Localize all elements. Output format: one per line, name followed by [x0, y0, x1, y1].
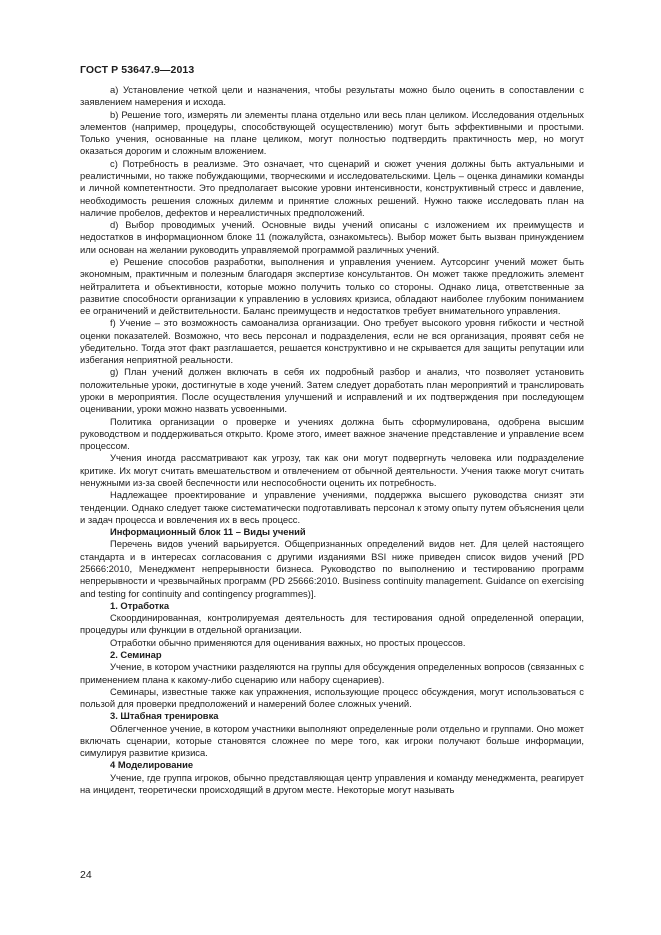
paragraph: Облегченное учение, в котором участники выполняют определенные роли отдельно и группами. Оно может включать сценарии, которые становятся сложнее по мере того, как игроки получают больше информации, симулируя развитие кризиса. — [80, 722, 584, 759]
paragraph: Отработки обычно применяются для оценивания важных, но простых процессов. — [110, 636, 466, 648]
section-heading: 1. Отработка — [110, 599, 170, 611]
paragraph: b) Решение того, измерять ли элементы плана отдельно или весь план целиком. Исследования отдельных элементов (например, процедуры, способствующей осуществлению) могут быть эффективными и простыми. Только учения, основанные на плане целиком, могут полностью подтвердить практичность мер, но могут оказаться дорогим и сложным вложением. — [80, 108, 584, 157]
paragraph: f) Учение – это возможность самоанализа организации. Оно требует высокого уровня гибкости и честной оценки показателей. Возможно, что весь персонал и подразделения, если не вся организация, проявят себя не убедительно. Тогда этот факт разглашается, решается конструктивно и не скрывается для защиты репутации или избегания неприятной реальности. — [80, 317, 584, 366]
paragraph: Учение, где группа игроков, обычно представляющая центр управления и команду менеджмента, реагирует на инцидент, теоретически происходящий в другом месте. Некоторые могут называть — [80, 771, 584, 796]
paragraph: Семинары, известные также как упражнения, использующие процесс обсуждения, могут использоваться с пользой для проверки предположений и намерений более сложных учений. — [80, 685, 584, 710]
section-heading: Информационный блок 11 – Виды учений — [110, 526, 306, 538]
paragraph: Учения иногда рассматривают как угрозу, так как они могут подвергнуть человека или подразделение критике. Их могут считать вмешательством и отвлечением от обычной деятельности. Учения также могут считать ненужными из-за своей беспечности или неспособности оценить их потребность. — [80, 452, 584, 488]
document-body — [80, 84, 584, 796]
page-number: 24 — [80, 869, 92, 881]
paragraph: g) План учений должен включать в себя их подробный разбор и анализ, что позволяет установить положительные уроки, достигнутые в ходе учений. Затем следует доработать план мероприятий и транслировать уроки в мероприятия. После осуществления улучшений и исправлений и их подтверждения при последующем оценивании, уроки можно назвать усвоенными. — [80, 366, 584, 415]
paragraph: Учение, в котором участники разделяются на группы для обсуждения определенных вопросов (связанных с применением плана к какому-либо сценарию или набору сценариев). — [80, 661, 584, 685]
paragraph: Политика организации о проверке и учениях должна быть сформулирована, одобрена высшим руководством и поддерживаться открыто. Кроме этого, имеет важное значение представление и управление всем процессом. — [80, 415, 584, 452]
document-header: ГОСТ Р 53647.9—2013 — [80, 64, 195, 76]
section-heading: 3. Штабная тренировка — [110, 710, 219, 722]
section-heading: 2. Семинар — [110, 648, 162, 660]
section-heading: 4 Моделирование — [110, 759, 194, 771]
paragraph: Скоординированная, контролируемая деятельность для тестирования одной определенной операции, процедуры или функции в отдельной организации. — [80, 612, 584, 636]
paragraph: d) Выбор проводимых учений. Основные виды учений описаны с изложением их преимуществ и недостатков в информационном блоке 11 (пожалуйста, ознакомьтесь). Выбор может быть вызван принуждением или основан на желании руководить управляемой программой различных учений. — [80, 219, 584, 255]
paragraph: Надлежащее проектирование и управление учениями, поддержка высшего руководства снизят эти тенденции. Однако следует также систематически подготавливать персонал к этому опыту путем объяснения цели и задач процесса и вовлечения их в весь процесс. — [80, 489, 584, 525]
paragraph: Перечень видов учений варьируется. Общепризнанных определений видов нет. Для целей настоящего стандарта и в интересах согласования с другими изданиями BSI ниже приведен список видов учений [PD 25666:2010, Менеджмент непрерывности бизнеса. Руководство по выполнению и тестированию программ непрерывности и чрезвычайных программ (PD 25666:2010. Business continuity management. Guidance on exercising and testing for continuity and contingency programmes)]. — [80, 538, 584, 599]
paragraph: e) Решение способов разработки, выполнения и управления учением. Аутсорсинг учений может быть экономным, практичным и полезным благодаря экспертизе консультантов. Он может также предложить элемент нейтралитета и объективности, которые можно получить только со стороны. Однако лица, ответственные за развитие способности организации к управлению в условиях кризиса, обладают наиболее глубоким пониманием ее ограничений и действительности. Баланс преимуществ и недостатков требует внимательного управления. — [80, 255, 584, 317]
paragraph: a) Установление четкой цели и назначения, чтобы результаты можно было оценить в сопоставлении с заявлением намерения и исхода. — [80, 84, 584, 108]
paragraph: c) Потребность в реализме. Это означает, что сценарий и сюжет учения должны быть актуальными и реалистичными, но также побуждающими, творческими и исследовательскими. Цель – оценка динамики команды и личной компетентности. Это предполагает высокие уровни интенсивности, конструктивный стресс и давление, необходимость решения сложных дилемм и принятие сложных решений. Нужно также исследовать план на наличие пробелов, дефектов и нереалистичных предположений. — [80, 157, 584, 218]
